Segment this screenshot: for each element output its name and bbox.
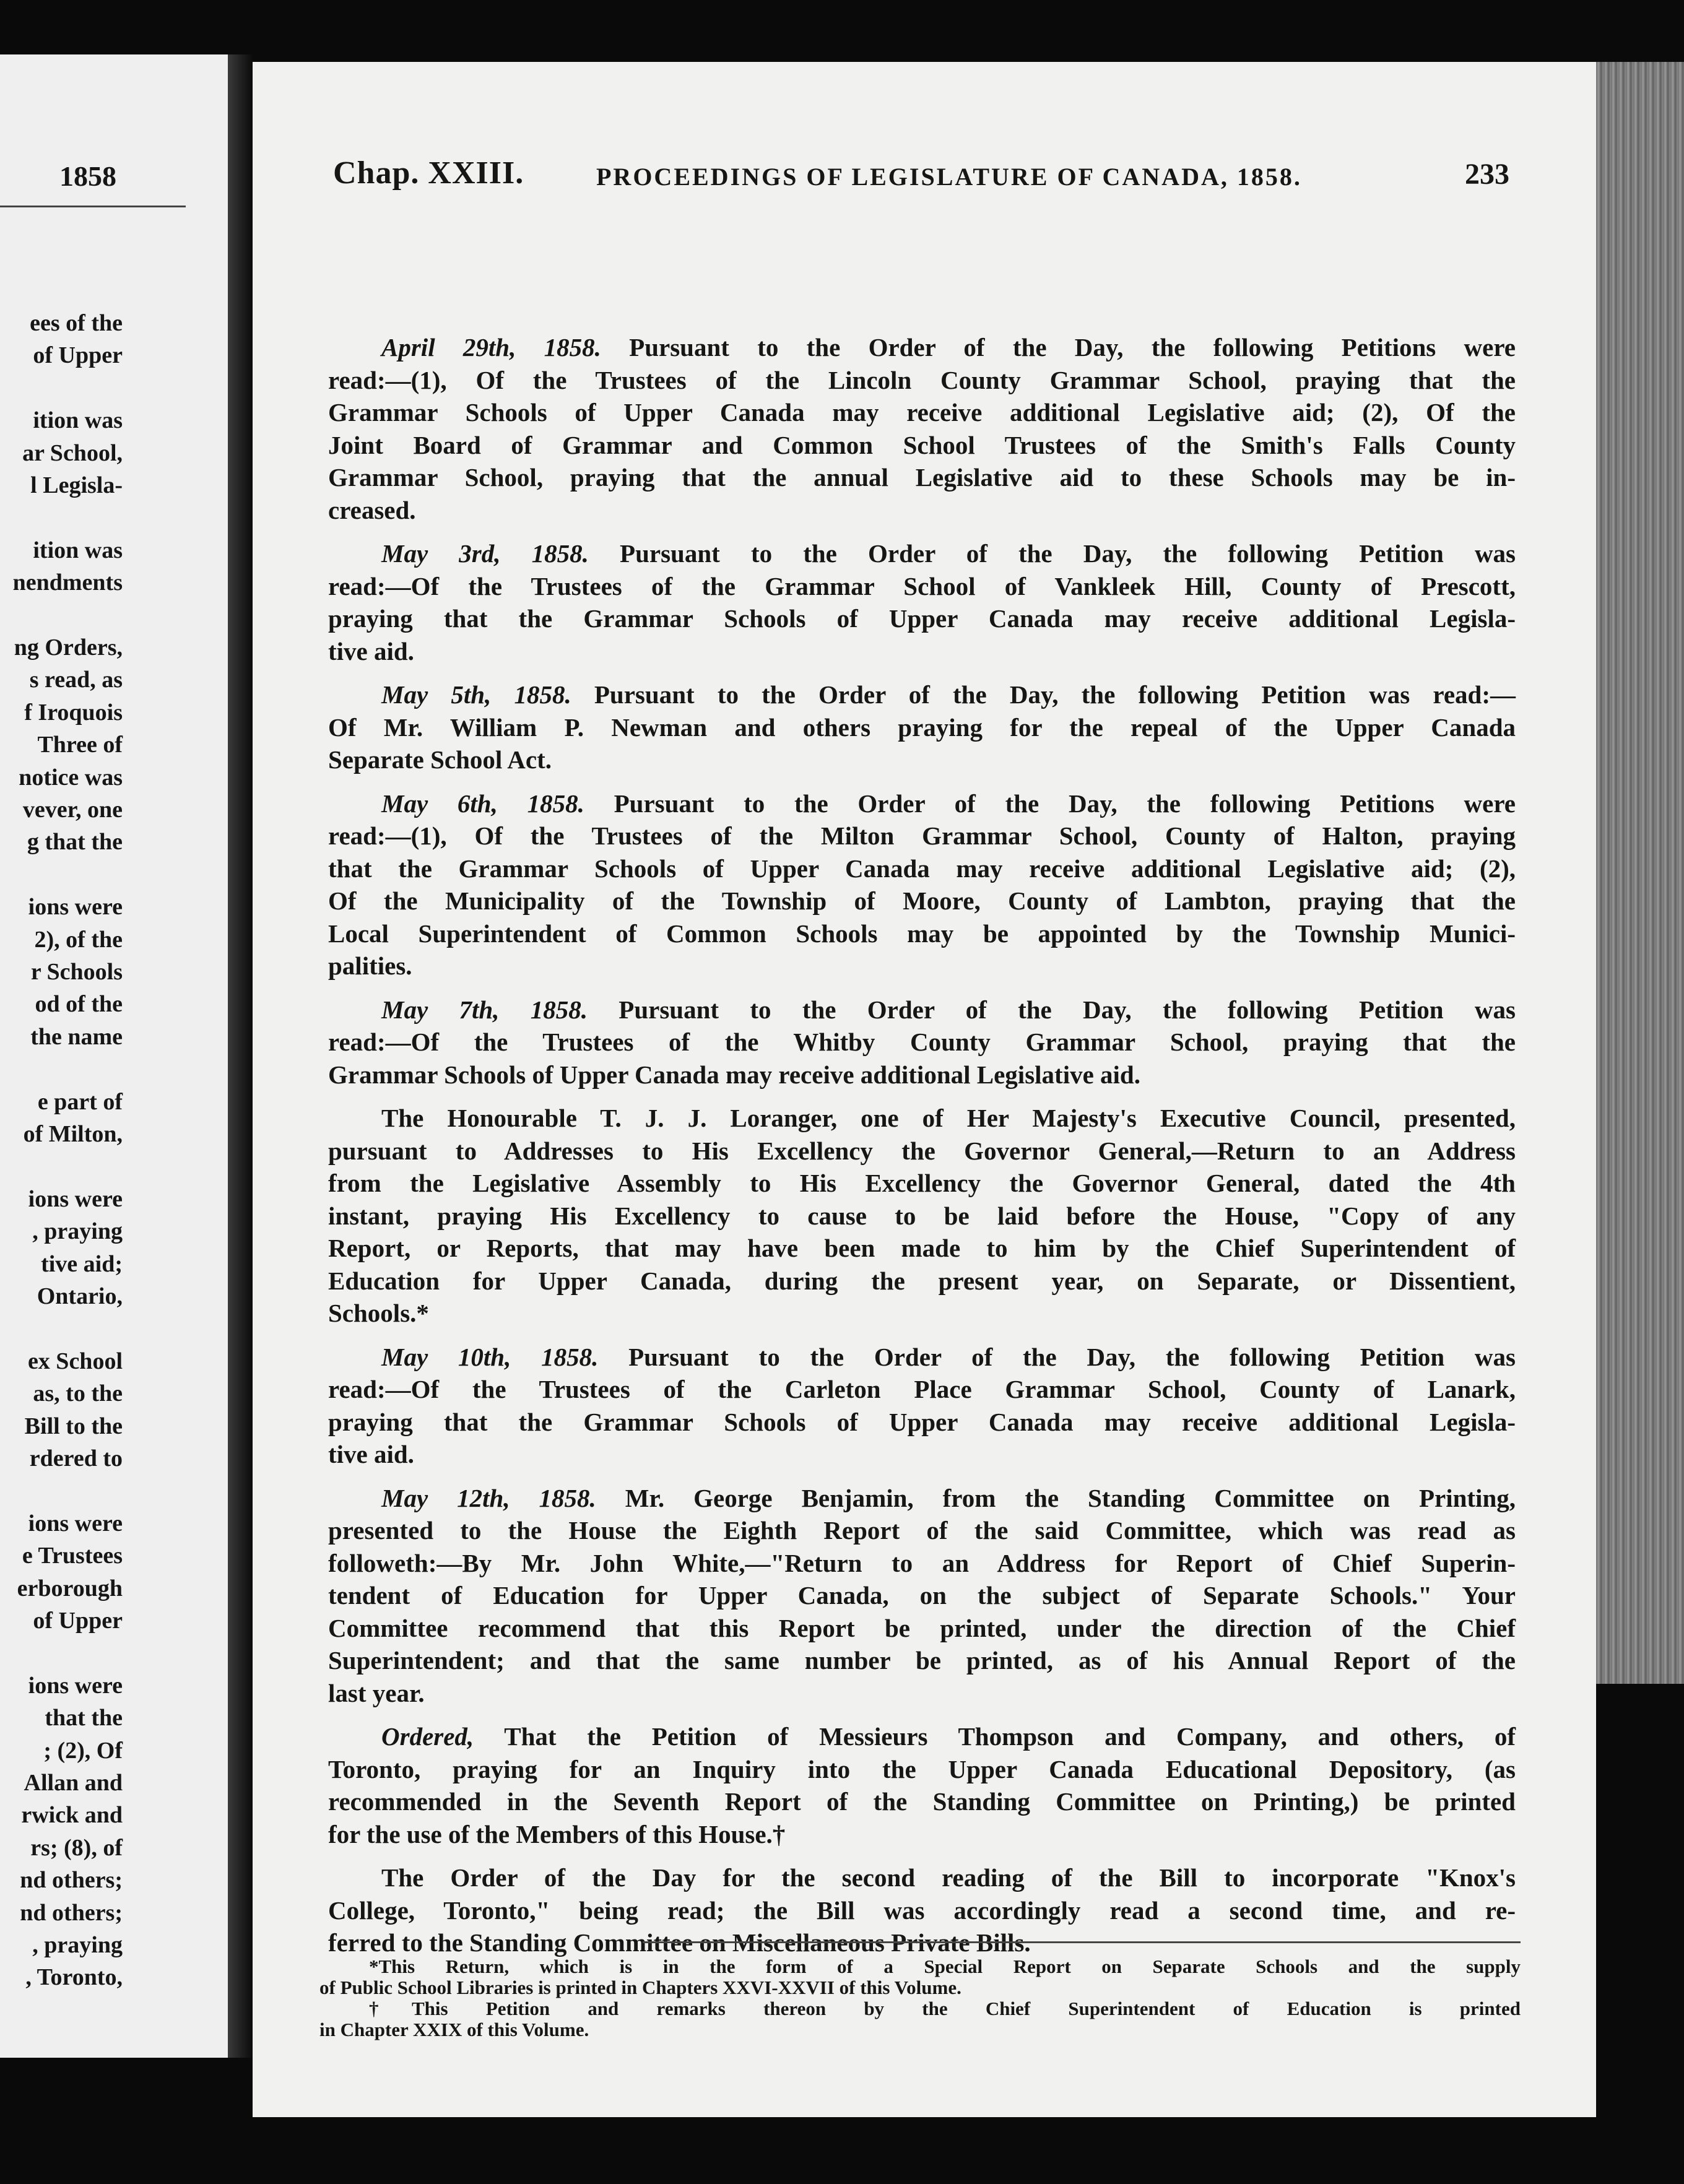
line-text: creased. xyxy=(328,495,416,524)
facing-page-line: nendments xyxy=(12,570,123,596)
line-text: followeth:—By Mr. John White,—"Return to an Address for Report of Chief Superin- xyxy=(328,1548,1516,1577)
text-line xyxy=(328,1677,1516,1709)
facing-page-line: ex School xyxy=(27,1348,123,1374)
text-line xyxy=(328,885,1516,917)
line-text: The Honourable T. J. J. Loranger, one of Her Majesty's Executive Council, presented, xyxy=(381,1104,1516,1132)
scan-background xyxy=(1596,1684,1684,2184)
line-text: That the Petition of Messieurs Thompson and Company, and others, of xyxy=(504,1722,1516,1751)
line-text: tive aid. xyxy=(328,1440,414,1468)
text-line xyxy=(328,1373,1516,1405)
facing-page-line: f Iroquois xyxy=(24,699,123,726)
text-line xyxy=(328,1612,1516,1644)
line-text: Joint Board of Grammar and Common School Trustees of the Smith's Falls County xyxy=(328,430,1516,459)
facing-page-line: of Upper xyxy=(33,1608,123,1634)
text-line xyxy=(328,820,1516,852)
text-line xyxy=(328,787,1516,820)
text-line xyxy=(328,917,1516,950)
facing-page-line: ions were xyxy=(28,1510,123,1536)
facing-page-rule xyxy=(0,206,186,207)
line-text: Pursuant to the Order of the Day, the following Petition was xyxy=(618,995,1516,1024)
facing-page-line: rwick and xyxy=(21,1802,123,1829)
text-line xyxy=(328,711,1516,743)
line-text: read:—Of the Trustees of the Whitby County Grammar School, praying that the xyxy=(328,1028,1516,1056)
text-line xyxy=(328,852,1516,885)
text-line xyxy=(328,1753,1516,1785)
text-line xyxy=(328,602,1516,635)
line-text: read:—(1), Of the Trustees of the Lincoln County Grammar School, praying that the xyxy=(328,365,1516,394)
text-line xyxy=(328,331,1516,363)
page-header xyxy=(333,155,1509,204)
line-text: Schools.* xyxy=(328,1299,429,1327)
line-text: that the Grammar Schools of Upper Canada may receive additional Legislative aid; (2), xyxy=(328,854,1516,883)
entry-date: May 10th, 1858. xyxy=(381,1342,599,1371)
page-number: 233 xyxy=(1465,158,1509,191)
facing-page-line: , praying xyxy=(32,1218,123,1245)
line-text: Pursuant to the Order of the Day, the following Petition was xyxy=(620,539,1516,568)
text-line xyxy=(328,396,1516,428)
text-line xyxy=(328,1232,1516,1264)
entry-date: Ordered, xyxy=(381,1722,474,1751)
footnote-line: of Public School Libraries is printed in Chapters XXVI-XXVII of this Volume. xyxy=(319,1977,961,1998)
text-line xyxy=(328,1644,1516,1676)
line-text: for the use of the Members of this House.† xyxy=(328,1819,786,1848)
line-text: read:—Of the Trustees of the Carleton Place Grammar School, County of Lanark, xyxy=(328,1375,1516,1403)
facing-page-line: nd others; xyxy=(20,1867,123,1894)
line-text: Grammar School, praying that the annual Legislative aid to these Schools may be in- xyxy=(328,463,1516,492)
line-text: read:—(1), Of the Trustees of the Milton Grammar School, County of Halton, praying xyxy=(328,821,1516,850)
text-line xyxy=(328,1406,1516,1438)
facing-page-line: of Milton, xyxy=(23,1121,123,1147)
line-text: Education for Upper Canada, during the present year, on Separate, or Dissentient, xyxy=(328,1266,1516,1295)
text-line xyxy=(328,364,1516,396)
text-line xyxy=(328,1167,1516,1199)
line-text: read:—Of the Trustees of the Grammar School of Vankleek Hill, County of Prescott, xyxy=(328,571,1516,600)
line-text: Pursuant to the Order of the Day, the following Petition was xyxy=(628,1342,1516,1371)
line-text: praying that the Grammar Schools of Upper Canada may receive additional Legisla- xyxy=(328,604,1516,633)
facing-page-line: g that the xyxy=(27,829,123,856)
facing-page-line: Allan and xyxy=(24,1770,123,1796)
line-text: Separate School Act. xyxy=(328,745,552,774)
line-text: presented to the House the Eighth Report of the said Committee, which was read as xyxy=(328,1516,1516,1545)
line-text: The Order of the Day for the second reading of the Bill to incorporate "Knox's xyxy=(381,1863,1516,1892)
book-gutter xyxy=(228,54,253,2058)
facing-page-line: as, to the xyxy=(33,1380,123,1407)
line-text: pursuant to Addresses to His Excellency the Governor General,—Return to an Address xyxy=(328,1136,1516,1165)
text-line xyxy=(328,1514,1516,1546)
facing-page-line: , Toronto, xyxy=(25,1964,123,1991)
chapter-label: Chap. XXIII. xyxy=(333,155,524,191)
entry-date: May 3rd, 1858. xyxy=(381,539,589,568)
text-line xyxy=(328,494,1516,526)
line-text: instant, praying His Excellency to cause to be laid before the House, "Copy of any xyxy=(328,1201,1516,1230)
text-line xyxy=(328,1785,1516,1818)
text-line xyxy=(328,678,1516,711)
text-line xyxy=(328,1265,1516,1297)
text-line xyxy=(328,950,1516,982)
text-line xyxy=(328,1438,1516,1470)
facing-page-line: ; (2), Of xyxy=(43,1737,123,1764)
facing-page-line: the name xyxy=(30,1023,123,1050)
facing-page-line: ng Orders, xyxy=(14,635,123,661)
text-line xyxy=(328,1547,1516,1579)
entry-date: May 5th, 1858. xyxy=(381,680,571,709)
facing-page-line: of Upper xyxy=(33,342,123,369)
facing-page-line: e Trustees xyxy=(22,1543,123,1569)
line-text: Pursuant to the Order of the Day, the following Petitions were xyxy=(629,333,1516,362)
line-text: Of the Municipality of the Township of Moore, County of Lambton, praying that the xyxy=(328,886,1516,915)
text-line xyxy=(328,1341,1516,1373)
line-text: Pursuant to the Order of the Day, the following Petition was read:— xyxy=(594,680,1516,709)
facing-page-line: Bill to the xyxy=(24,1413,123,1439)
facing-page-line: rdered to xyxy=(29,1445,123,1471)
facing-page-line: 2), of the xyxy=(34,926,123,953)
line-text: Of Mr. William P. Newman and others praying for the repeal of the Upper Canada xyxy=(328,713,1516,742)
text-line xyxy=(328,635,1516,667)
facing-page-line: tive aid; xyxy=(41,1250,123,1277)
line-text: Committee recommend that this Report be printed, under the direction of the Chief xyxy=(328,1613,1516,1642)
text-line xyxy=(328,1861,1516,1894)
line-text: Toronto, praying for an Inquiry into the Upper Canada Educational Depository, (as xyxy=(328,1754,1516,1783)
line-text: Grammar Schools of Upper Canada may receive additional Legislative aid. xyxy=(328,1060,1140,1089)
facing-page-line: that the xyxy=(45,1705,123,1731)
entry-date: May 7th, 1858. xyxy=(381,995,588,1024)
text-line xyxy=(328,461,1516,493)
facing-page-line: vever, one xyxy=(22,797,123,823)
facing-page-line: ions were xyxy=(28,894,123,921)
text-line xyxy=(328,570,1516,602)
document-page xyxy=(253,62,1596,2117)
line-text: ferred to the Standing Committee on Miscellaneous Private Bills. xyxy=(328,1928,1031,1957)
line-text: last year. xyxy=(328,1678,425,1707)
facing-page-line: , praying xyxy=(32,1932,123,1958)
line-text: Report, or Reports, that may have been made to him by the Chief Superintendent of xyxy=(328,1234,1516,1262)
facing-page-line: ions were xyxy=(28,1185,123,1212)
line-text: tive aid. xyxy=(328,636,414,665)
facing-page-line: e part of xyxy=(37,1088,123,1115)
text-line xyxy=(328,429,1516,461)
running-title: PROCEEDINGS OF LEGISLATURE OF CANADA, 1858. xyxy=(596,163,1302,191)
line-text: from the Legislative Assembly to His Excellency the Governor General, dated the 4th xyxy=(328,1169,1516,1197)
text-line xyxy=(328,537,1516,570)
text-line xyxy=(328,994,1516,1026)
line-text: Grammar Schools of Upper Canada may receive additional Legislative aid; (2), Of the xyxy=(328,398,1516,427)
text-line xyxy=(328,1894,1516,1926)
text-line xyxy=(328,1102,1516,1134)
entry-date: May 12th, 1858. xyxy=(381,1483,596,1512)
line-text: tendent of Education for Upper Canada, on the subject of Separate Schools." Your xyxy=(328,1581,1516,1610)
facing-page-line: r Schools xyxy=(30,959,123,985)
footnote-rule xyxy=(643,1941,1521,1943)
facing-page-line: erborough xyxy=(17,1575,123,1601)
facing-page-line: ition was xyxy=(33,407,123,434)
facing-page-line: ition was xyxy=(33,537,123,563)
facing-page-line: s read, as xyxy=(29,667,123,693)
text-line xyxy=(328,1579,1516,1611)
text-line xyxy=(328,1818,1516,1850)
text-line xyxy=(328,1059,1516,1091)
facing-page-line: ar School, xyxy=(22,440,123,466)
line-text: Local Superintendent of Common Schools may be appointed by the Township Munici- xyxy=(328,919,1516,948)
line-text: palities. xyxy=(328,951,412,980)
line-text: Pursuant to the Order of the Day, the following Petitions were xyxy=(614,789,1516,818)
entry-date: April 29th, 1858. xyxy=(381,333,601,362)
facing-page xyxy=(0,54,228,2058)
line-text: Mr. George Benjamin, from the Standing Committee on Printing, xyxy=(625,1483,1516,1512)
text-line xyxy=(328,1297,1516,1329)
entry-date: May 6th, 1858. xyxy=(381,789,584,818)
text-line xyxy=(328,1200,1516,1232)
facing-page-line: rs; (8), of xyxy=(30,1834,123,1861)
footnote-line: †This Petition and remarks thereon by the Chief Superintendent of Education is printed xyxy=(369,1998,1521,2019)
text-line xyxy=(328,1135,1516,1167)
line-text: recommended in the Seventh Report of the Standing Committee on Printing,) be printed xyxy=(328,1787,1516,1816)
facing-page-line: nd others; xyxy=(20,1899,123,1926)
page-stack-edge xyxy=(1596,62,1684,1684)
facing-page-year: 1858 xyxy=(59,160,116,192)
facing-page-line: l Legisla- xyxy=(30,472,123,498)
facing-page-line: notice was xyxy=(19,764,123,791)
facing-page-line: od of the xyxy=(35,991,123,1018)
facing-page-line: Three of xyxy=(37,732,123,758)
text-line xyxy=(328,1026,1516,1058)
text-line xyxy=(328,1720,1516,1753)
line-text: Superintendent; and that the same number be printed, as of his Annual Report of the xyxy=(328,1646,1516,1675)
facing-page-line: ees of the xyxy=(30,310,123,336)
line-text: College, Toronto," being read; the Bill was accordingly read a second time, and re- xyxy=(328,1896,1516,1925)
footnote-line: in Chapter XXIX of this Volume. xyxy=(319,2019,589,2040)
text-line xyxy=(328,743,1516,776)
footnote-line: *This Return, which is in the form of a Special Report on Separate Schools and the supply xyxy=(369,1956,1521,1977)
facing-page-line: Ontario, xyxy=(37,1283,123,1309)
line-text: praying that the Grammar Schools of Upper Canada may receive additional Legisla- xyxy=(328,1407,1516,1436)
text-line xyxy=(328,1482,1516,1514)
facing-page-line: ions were xyxy=(28,1672,123,1699)
